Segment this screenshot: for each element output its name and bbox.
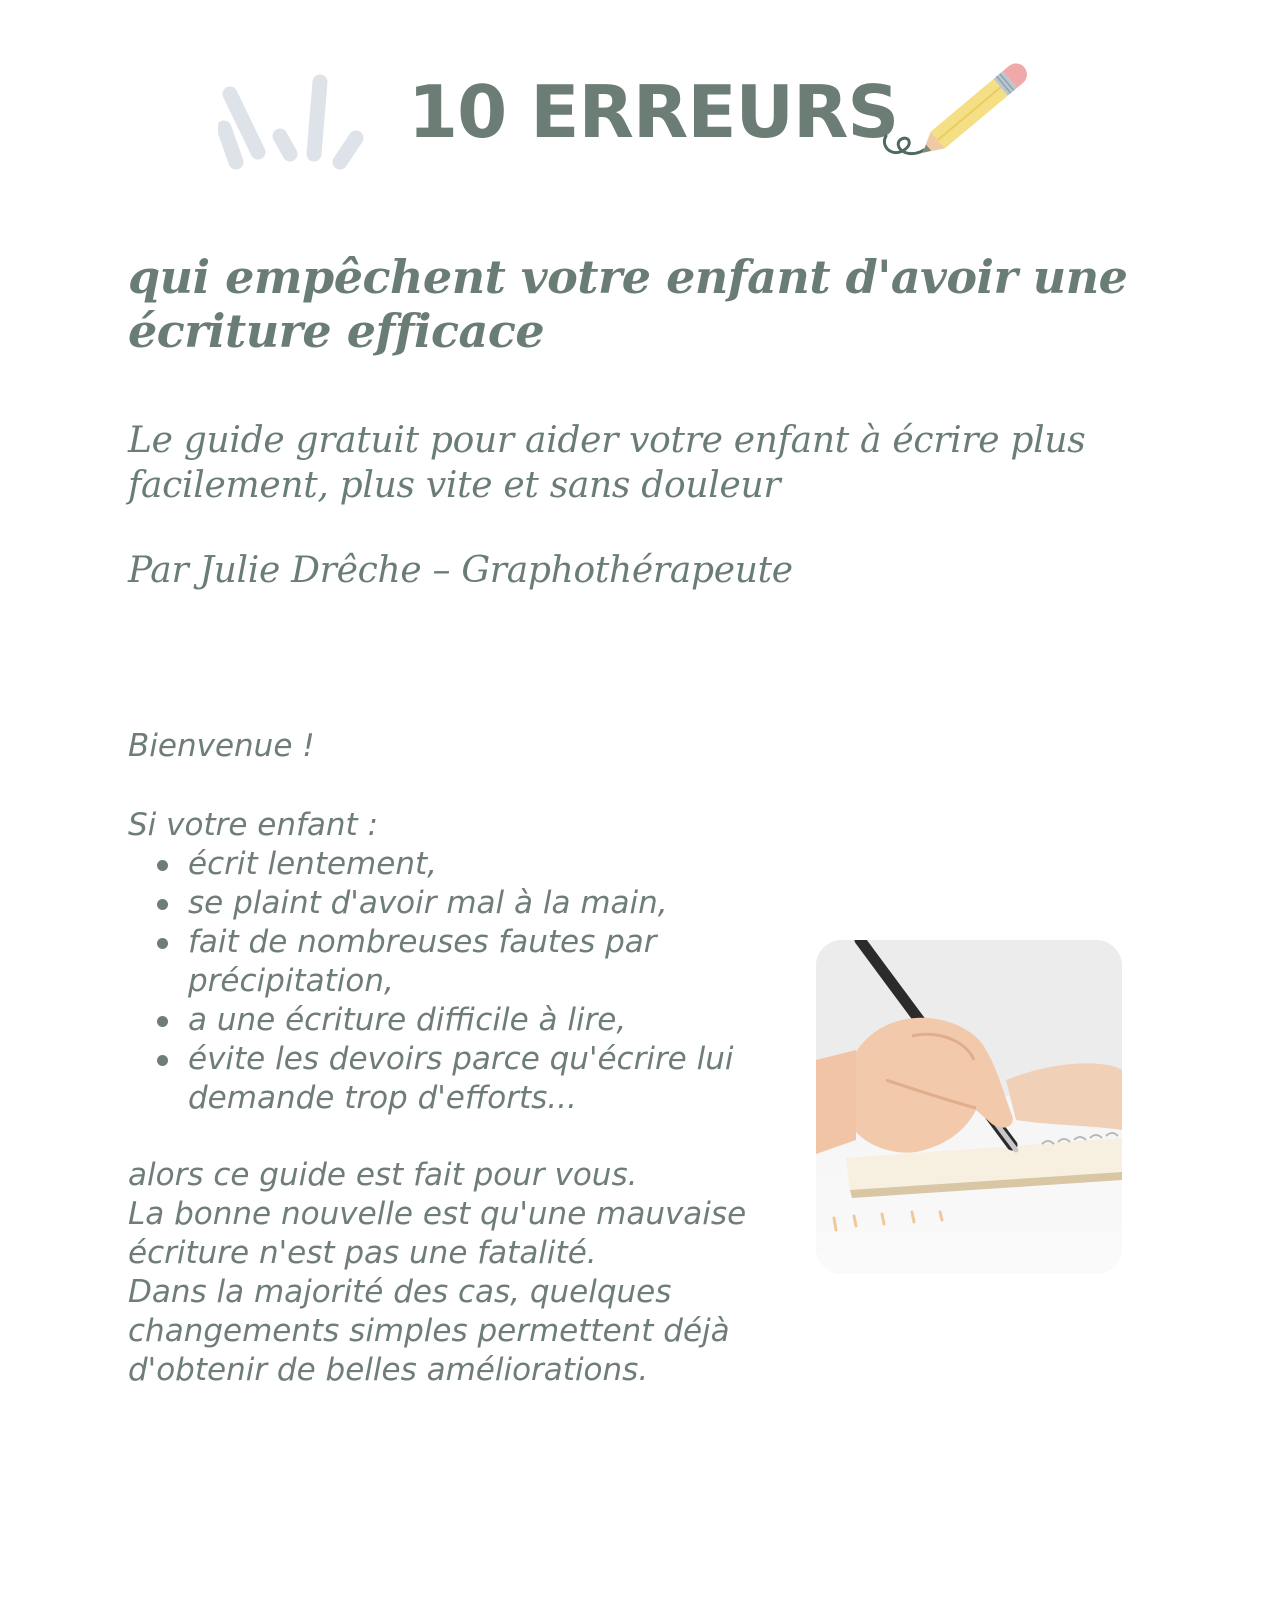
list-item: se plaint d'avoir mal à la main, [188,884,868,923]
symptom-list [128,845,868,1118]
conclusion-text [128,1156,808,1390]
list-item: fait de nombreuses fautes par précipitation, [188,923,868,1001]
tagline: Le guide gratuit pour aider votre enfant à écrire plus facilement, plus vite et sans douleur [128,420,1086,506]
header [0,58,1280,178]
conclusion-line: La bonne nouvelle est qu'une mauvaise écriture n'est pas une fatalité. [128,1196,747,1271]
list-item: évite les devoirs parce qu'écrire lui demande trop d'efforts... [188,1040,868,1118]
sparkle-lines-icon [218,66,378,176]
handwriting-photo [816,940,1122,1274]
list-item: a une écriture difficile à lire, [188,1001,868,1040]
intro-text: Si votre enfant : [128,807,379,843]
welcome-text: Bienvenue ! [128,728,315,764]
subtitle: qui empêchent votre enfant d'avoir une écriture efficace [128,250,1128,358]
author-line: Par Julie Drêche – Graphothérapeute [128,550,793,591]
conclusion-line: alors ce guide est fait pour vous. [128,1157,638,1193]
page-title: 10 ERREURS [408,70,899,154]
list-item: écrit lentement, [188,845,868,884]
pencil-icon [880,58,1030,168]
conclusion-line: Dans la majorité des cas, quelques changements simples permettent déjà d'obtenir de belles améliorations. [128,1274,730,1388]
